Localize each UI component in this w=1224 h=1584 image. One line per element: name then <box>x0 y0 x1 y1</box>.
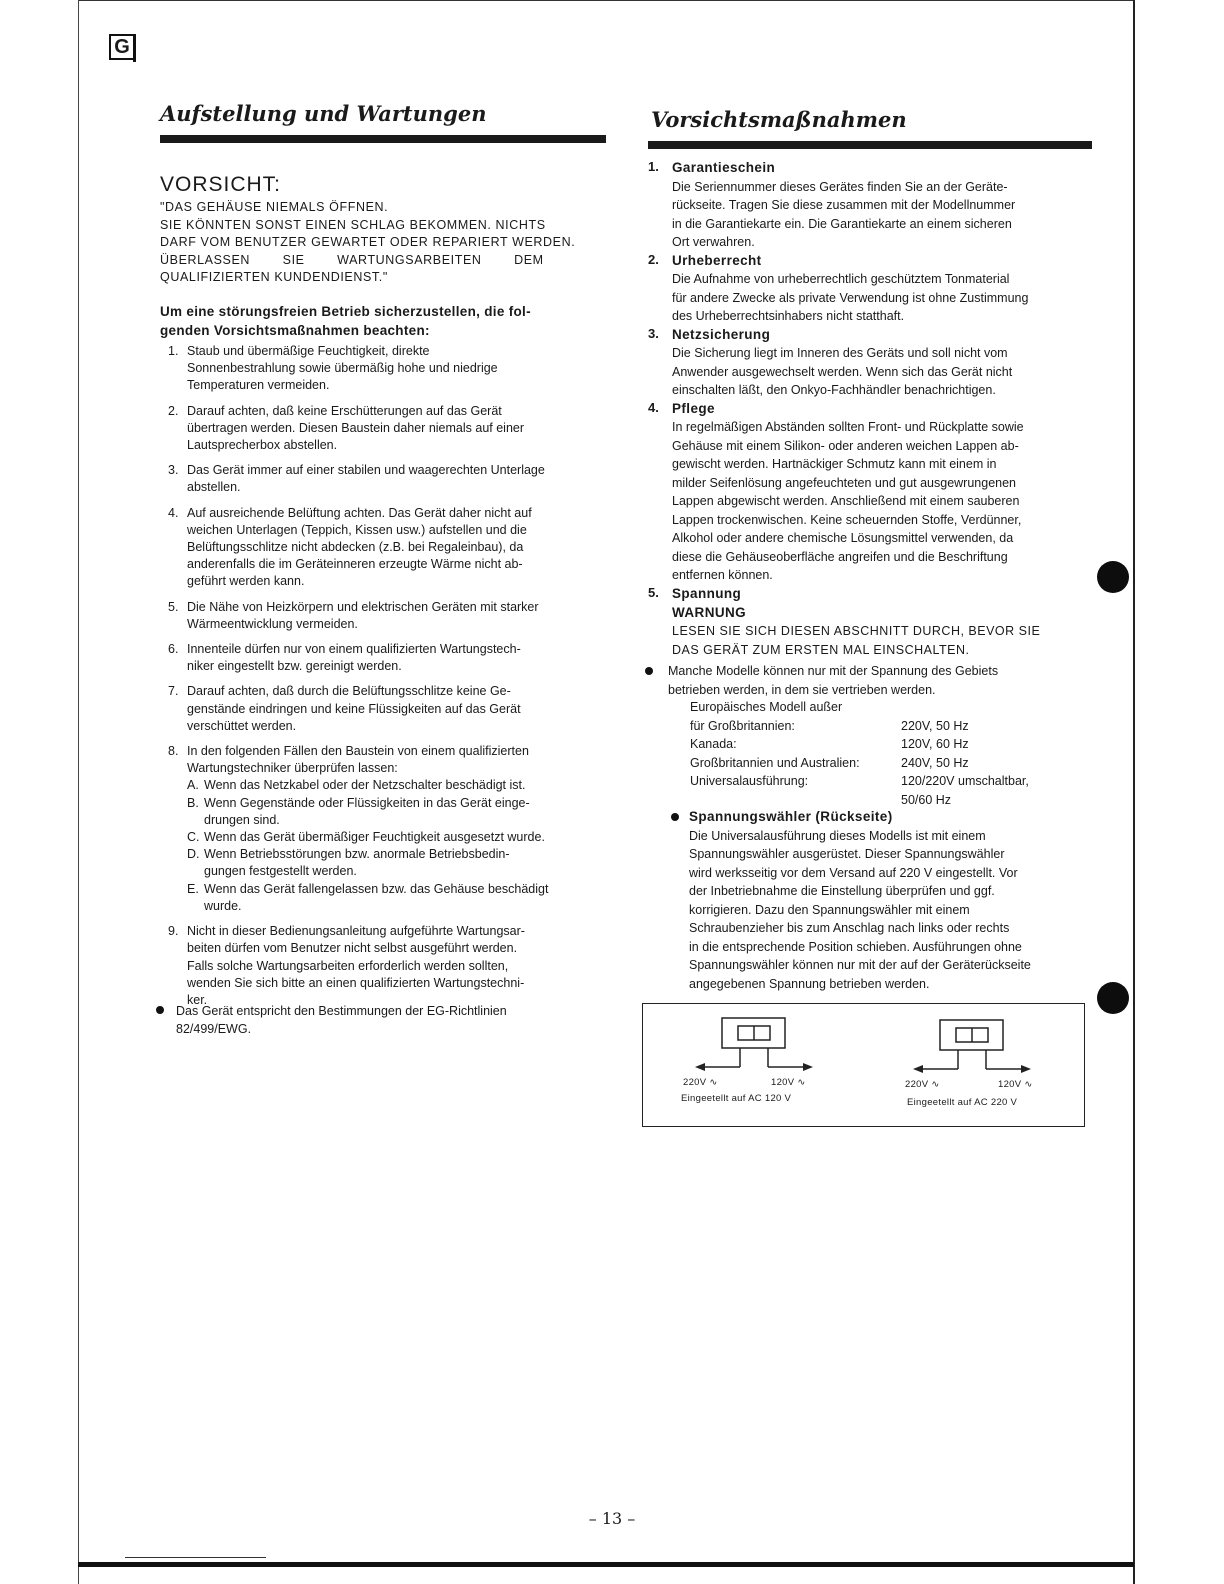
section-line: diese die Gehäuseoberfläche angreifen und die Beschriftung <box>672 549 1008 564</box>
section-heading: Netzsicherung <box>672 326 771 342</box>
diagram-right-caption: Eingeetellt auf AC 220 V <box>907 1097 1018 1108</box>
voltage-value: 50/60 Hz <box>901 792 952 807</box>
voltage-table <box>690 698 1029 809</box>
punch-hole-upper <box>1097 561 1129 593</box>
precaution-item <box>160 505 606 591</box>
item-line: genstände eindringen und keine Flüssigkeiten auf das Gerät <box>187 701 521 716</box>
right-section-title: Vorsichtsmaßnahmen <box>651 107 907 132</box>
sub-item-letter: C. <box>187 830 200 845</box>
section-line: Die Sicherung liegt im Inneren des Geräts und soll nicht vom <box>672 346 1008 360</box>
punch-hole-lower <box>1097 982 1129 1014</box>
section-line: entfernen können. <box>672 568 773 582</box>
item-number: 2. <box>168 403 179 418</box>
voltage-region: Europäisches Modell außer <box>690 700 843 714</box>
ac-wave-icon: ∿ <box>1024 1079 1033 1090</box>
voltage-bullet <box>645 667 653 675</box>
sub-item <box>187 795 606 829</box>
safety-section <box>648 159 1094 252</box>
lead-line: genden Vorsichtsmaßnahmen beachten: <box>160 323 430 338</box>
item-line: Nicht in dieser Bedienungsanleitung aufgeführte Wartungsar- <box>187 924 525 939</box>
page-top-rule <box>78 0 1134 1</box>
section-line: Alkohol oder andere chemische Lösungsmittel verwenden, da <box>672 531 1014 545</box>
section-line: In regelmäßigen Abständen sollten Front- und Rückplatte sowie <box>672 420 1024 434</box>
item-line: weichen Unterlagen (Teppich, Kissen usw.) aufstellen und die <box>187 522 527 537</box>
item-number: 3. <box>168 463 179 478</box>
voltage-region: für Großbritannien: <box>690 718 795 733</box>
item-line: Temperaturen vermeiden. <box>187 378 330 393</box>
sub-item-line: Wenn das Gerät fallengelassen bzw. das Gehäuse beschädigt <box>204 881 549 896</box>
voltage-value: 120V, 60 Hz <box>901 737 969 751</box>
page-right-rule <box>1133 0 1135 1584</box>
section-heading: Pflege <box>672 400 715 416</box>
vorsicht-line: ÜBERLASSEN SIE WARTUNGSARBEITEN DEM <box>160 252 544 267</box>
item-line: übertragen werden. Diesen Baustein daher niemals auf einer <box>187 420 525 435</box>
section-line: einschalten läßt, den Onkyo-Fachhändler benachrichtigen. <box>672 383 996 397</box>
item-line: ker. <box>187 992 208 1007</box>
item-line: Darauf achten, daß durch die Belüftungsschlitze keine Ge- <box>187 684 511 699</box>
vorsicht-line: SIE KÖNNTEN SONST EINEN SCHLAG BEKOMMEN. NICHTS <box>160 217 546 232</box>
item-line: Darauf achten, daß keine Erschütterungen auf das Gerät <box>187 403 502 418</box>
eg-bullet <box>156 1006 164 1014</box>
selector-set-120v <box>695 1018 813 1071</box>
section-line: milder Seifenlösung angefeuchteten und gut ausgewrungenen <box>672 475 1017 490</box>
selector-set-220v <box>913 1020 1031 1073</box>
item-line: Staub und übermäßige Feuchtigkeit, direkte <box>187 344 430 358</box>
item-number: 9. <box>168 924 179 939</box>
section-line: Die Seriennummer dieses Gerätes finden Sie an der Geräte- <box>672 179 1008 194</box>
item-number: 1. <box>168 344 179 358</box>
voltage-note <box>668 662 1094 699</box>
sub-item-letter: E. <box>187 881 199 896</box>
selector-heading: Spannungswähler (Rückseite) <box>689 809 893 824</box>
selector-line: in die entsprechende Position schieben. Ausführungen ohne <box>689 939 1022 954</box>
item-line: Innenteile dürfen nur von einem qualifizierten Wartungstech- <box>187 642 521 657</box>
eg-note-line: 82/499/EWG. <box>176 1022 252 1036</box>
vorsicht-heading: VORSICHT: <box>160 173 282 196</box>
sub-item-letter: B. <box>187 795 199 810</box>
section-line: Gehäuse mit einem Silikon- oder anderen weichen Lappen ab- <box>672 438 1019 453</box>
page-bottom-rule <box>78 1562 1134 1567</box>
section-heading: Garantieschein <box>672 160 776 175</box>
section-number: 2. <box>648 251 659 267</box>
language-badge: G <box>109 34 135 60</box>
diagram-right-120v-label: 120V ∿ <box>998 1079 1033 1090</box>
sub-item-letter: A. <box>187 778 199 793</box>
section-line: des Urheberrechtsinhabers nicht statthaft. <box>672 309 905 323</box>
ac-wave-icon: ∿ <box>931 1079 940 1090</box>
diagram-right-220v-label: 220V ∿ <box>905 1079 940 1090</box>
selector-bullet <box>671 813 679 821</box>
section-line: Anwender ausgewechselt werden. Wenn sich das Gerät nicht <box>672 364 1013 379</box>
diagram-left-220v-label: 220V ∿ <box>683 1077 718 1088</box>
selector-line: der Inbetriebnahme die Einstellung überprüfen und ggf. <box>689 884 995 898</box>
selector-line: Die Universalausführung dieses Modells ist mit einem <box>689 828 986 843</box>
precaution-item <box>160 923 606 1009</box>
sub-item <box>187 777 606 794</box>
diagram-left-120v-label: 120V ∿ <box>771 1077 806 1088</box>
selector-line: Spannungswähler ausgerüstet. Dieser Spannungswähler <box>689 847 1005 861</box>
precaution-item <box>160 641 606 675</box>
warning-heading: WARNUNG <box>672 604 747 620</box>
vorsicht-line: "DAS GEHÄUSE NIEMALS ÖFFNEN. <box>160 200 389 214</box>
item-line: In den folgenden Fällen den Baustein von einem qualifizierten <box>187 744 529 759</box>
eg-conformity-note <box>176 1002 606 1038</box>
safety-section <box>648 252 1094 326</box>
precaution-item <box>160 683 606 735</box>
selector-text <box>689 827 1094 994</box>
sub-item-line: Wenn das Gerät übermäßiger Feuchtigkeit ausgesetzt wurde. <box>204 830 545 845</box>
spannung-number: 5. <box>648 585 659 600</box>
item-line: verschüttet werden. <box>187 718 297 733</box>
item-line: Lautsprecherbox abstellen. <box>187 438 338 453</box>
ac-wave-icon: ∿ <box>709 1077 718 1088</box>
item-line: abstellen. <box>187 480 241 495</box>
item-line: Die Nähe von Heizkörpern und elektrischen Geräten mit starker <box>187 599 539 614</box>
voltage-region <box>690 791 901 810</box>
sub-item-letter: D. <box>187 847 200 862</box>
sub-item <box>187 829 606 846</box>
sub-item-line: wurde. <box>204 898 242 913</box>
item-line: Das Gerät immer auf einer stabilen und waagerechten Unterlage <box>187 463 545 478</box>
spannung-section <box>648 585 1094 659</box>
item-number: 6. <box>168 642 179 657</box>
eg-note-line: Das Gerät entspricht den Bestimmungen der EG-Richtlinien <box>176 1004 507 1018</box>
voltage-row <box>690 791 1029 810</box>
selector-line: wird werksseitig vor dem Versand auf 220 V eingestellt. Vor <box>689 865 1018 880</box>
item-line: Wartungstechniker überprüfen lassen: <box>187 761 398 776</box>
item-line: beiten dürfen vom Benutzer nicht selbst ausgeführt werden. <box>187 941 518 956</box>
vorsicht-text <box>160 199 606 287</box>
right-title-bar <box>648 141 1092 149</box>
section-line: für andere Zwecke als private Verwendung ist ohne Zustimmung <box>672 290 1029 305</box>
sub-item-line: drungen sind. <box>204 812 280 827</box>
vorsicht-line: QUALIFIZIERTEN KUNDENDIENST." <box>160 270 388 284</box>
lead-line: Um eine störungsfreien Betrieb sicherzustellen, die fol- <box>160 304 531 319</box>
item-number: 7. <box>168 684 179 699</box>
sub-item-line: Wenn das Netzkabel oder der Netzschalter beschädigt ist. <box>204 778 526 793</box>
voltage-row <box>690 735 1029 754</box>
precaution-list <box>160 343 606 1009</box>
voltage-row <box>690 772 1029 791</box>
sub-item-line: Wenn Gegenstände oder Flüssigkeiten in das Gerät einge- <box>204 795 530 810</box>
spannung-heading: Spannung <box>672 586 742 601</box>
selector-line: Schraubenzieher bis zum Anschlag nach links oder rechts <box>689 921 1010 935</box>
voltage-row <box>690 754 1029 773</box>
voltage-value: 220V, 50 Hz <box>901 718 969 733</box>
safety-sections <box>648 159 1094 585</box>
precaution-item <box>160 599 606 633</box>
section-line: Lappen trockenwischen. Keine scheuernden Stoffe, Verdünner, <box>672 512 1022 527</box>
ac-wave-icon: ∿ <box>797 1077 806 1088</box>
selector-line: Spannungswähler können nur mit der auf der Geräterückseite <box>689 958 1031 972</box>
selector-line: korrigieren. Dazu den Spannungswähler mit einem <box>689 902 970 917</box>
item-line: Sonnenbestrahlung sowie übermäßig hohe und niedrige <box>187 361 498 376</box>
voltage-region: Kanada: <box>690 737 737 751</box>
warning-line: LESEN SIE SICH DIESEN ABSCHNITT DURCH, BEVOR SIE <box>672 624 1041 638</box>
precaution-item <box>160 343 606 395</box>
warning-line: DAS GERÄT ZUM ERSTEN MAL EINSCHALTEN. <box>672 642 970 657</box>
precaution-item <box>160 403 606 455</box>
item-line: Auf ausreichende Belüftung achten. Das Gerät daher nicht auf <box>187 505 532 520</box>
precautions-lead <box>160 302 606 340</box>
section-line: Ort verwahren. <box>672 235 755 249</box>
left-section-title: Aufstellung und Wartungen <box>160 101 487 126</box>
item-line: niker eingestellt bzw. gereinigt werden. <box>187 659 402 674</box>
page-bottom-short-rule <box>125 1557 266 1558</box>
item-line: geführt werden kann. <box>187 574 305 589</box>
page-number: – 13 – <box>588 1509 636 1528</box>
precaution-item <box>160 743 606 915</box>
item-number: 5. <box>168 599 179 614</box>
section-line: rückseite. Tragen Sie diese zusammen mit der Modellnummer <box>672 198 1016 212</box>
sub-item <box>187 881 606 915</box>
safety-section <box>648 400 1094 585</box>
page-left-rule <box>78 0 79 1584</box>
section-number: 1. <box>648 159 659 174</box>
item-line: Belüftungsschlitze nicht abdecken (z.B. bei Regaleinbau), da <box>187 540 524 555</box>
item-line: Wärmeentwicklung vermeiden. <box>187 616 358 631</box>
voltage-value: 240V, 50 Hz <box>901 755 969 770</box>
vorsicht-line: DARF VOM BENUTZER GEWARTET ODER REPARIERT WERDEN. <box>160 235 576 249</box>
voltage-region: Großbritannien und Australien: <box>690 755 860 770</box>
sub-item-line: Wenn Betriebsstörungen bzw. anormale Betriebsbedin- <box>204 847 510 862</box>
selector-line: angegebenen Spannung betrieben werden. <box>689 976 930 991</box>
diagram-left-caption: Eingeetellt auf AC 120 V <box>681 1093 792 1104</box>
sub-item-line: gungen festgestellt werden. <box>204 864 357 879</box>
section-line: gewischt werden. Hartnäckiger Schmutz kann mit einem in <box>672 457 997 471</box>
section-heading: Urheberrecht <box>672 252 762 268</box>
section-number: 3. <box>648 325 659 341</box>
section-number: 4. <box>648 399 659 415</box>
item-line: wenden Sie sich bitte an einen qualifizierten Wartungstechni- <box>187 975 525 990</box>
vorsicht-box <box>160 173 606 287</box>
voltage-selector-diagram <box>642 1003 1085 1127</box>
item-line: anderenfalls die im Geräteinneren erzeugte Wärme nicht ab- <box>187 557 523 572</box>
voltage-row <box>690 717 1029 736</box>
item-number: 8. <box>168 744 179 759</box>
voltage-note-line: Manche Modelle können nur mit der Spannung des Gebiets <box>668 664 999 678</box>
left-title-bar <box>160 135 606 143</box>
safety-section <box>648 326 1094 400</box>
section-line: Die Aufnahme von urheberrechtlich geschütztem Tonmaterial <box>672 272 1010 286</box>
voltage-value: 120/220V umschaltbar, <box>901 774 1029 788</box>
voltage-row <box>690 698 1029 717</box>
selector-section <box>689 808 1094 993</box>
warning-text <box>672 622 1094 659</box>
precaution-item <box>160 462 606 496</box>
voltage-region: Universalausführung: <box>690 774 809 788</box>
section-line: in die Garantiekarte ein. Die Garantiekarte an einem sicheren <box>672 216 1012 231</box>
voltage-note-line: betrieben werden, in dem sie vertrieben werden. <box>668 682 936 697</box>
item-number: 4. <box>168 505 179 520</box>
item-line: Falls solche Wartungsarbeiten erforderlich werden sollten, <box>187 958 509 973</box>
sub-item <box>187 846 606 880</box>
section-line: Lappen abgewischt werden. Anschließend mit einem sauberen <box>672 494 1020 508</box>
